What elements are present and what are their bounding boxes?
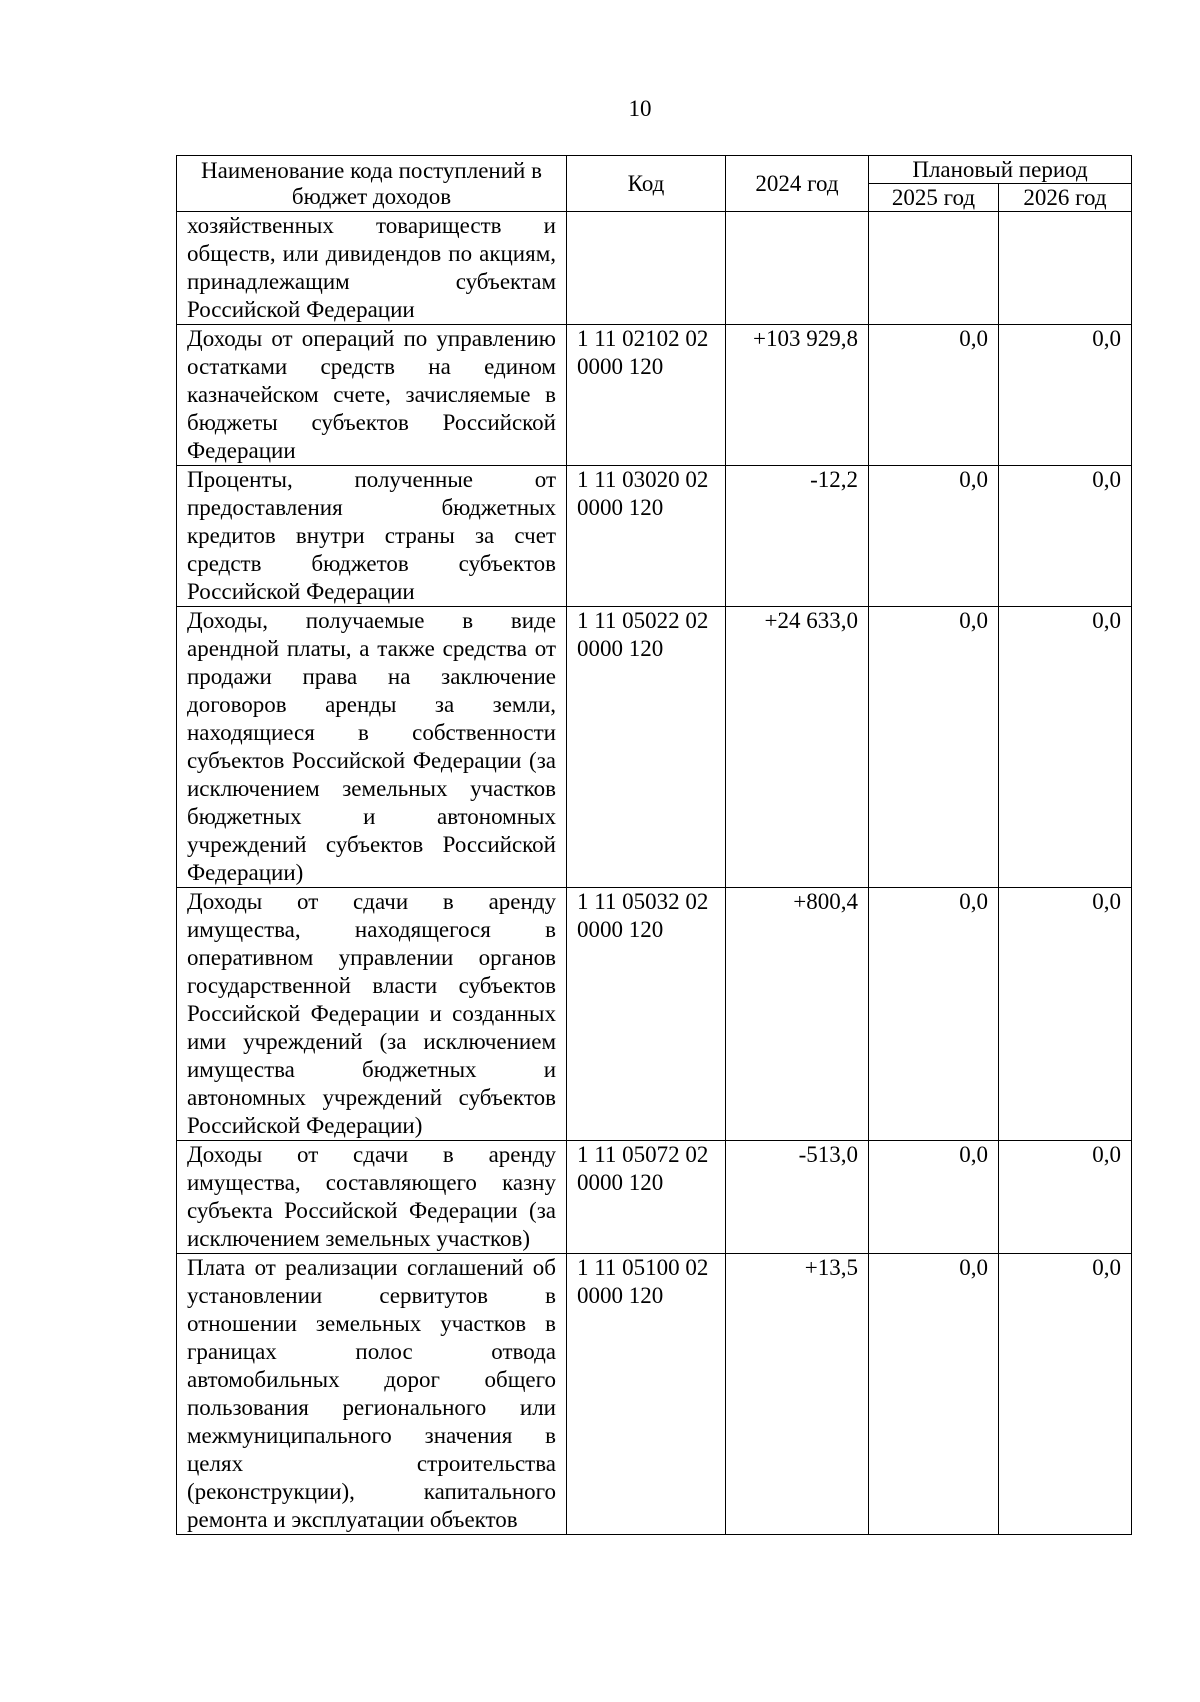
row-name: Доходы от сдачи в аренду имущества, находящегося в оперативном управлении органов государственной власти субъектов Российской Федерации и созданных ими учреждений (за исключением имущества бюджетных и автономных учреждений субъектов Российской Федерации) xyxy=(177,888,567,1141)
row-name: Плата от реализации соглашений об установлении сервитутов в отношении земельных участков в границах полос отвода автомобильных дорог общего пользования регионального или межмуниципального значения в целях строительства (реконструкции), капитального ремонта и эксплуатации объектов xyxy=(177,1254,567,1535)
header-2025: 2025 год xyxy=(869,184,999,212)
row-value-2024: +800,4 xyxy=(726,888,869,1141)
row-value-2024: -12,2 xyxy=(726,466,869,607)
row-value-2025 xyxy=(869,212,999,325)
row-value-2025: 0,0 xyxy=(869,888,999,1141)
row-value-2026 xyxy=(999,212,1132,325)
budget-revenue-table xyxy=(176,155,1132,1535)
row-code: 1 11 02102 02 0000 120 xyxy=(567,325,726,466)
row-value-2024: +24 633,0 xyxy=(726,607,869,888)
row-code: 1 11 03020 02 0000 120 xyxy=(567,466,726,607)
header-code: Код xyxy=(567,156,726,212)
row-value-2024 xyxy=(726,212,869,325)
row-value-2025: 0,0 xyxy=(869,1254,999,1535)
table-row xyxy=(177,466,1132,607)
row-code: 1 11 05022 02 0000 120 xyxy=(567,607,726,888)
row-value-2026: 0,0 xyxy=(999,466,1132,607)
row-code xyxy=(567,212,726,325)
row-value-2024: -513,0 xyxy=(726,1141,869,1254)
table-header xyxy=(177,156,1132,212)
row-value-2026: 0,0 xyxy=(999,325,1132,466)
row-name: Проценты, полученные от предоставления бюджетных кредитов внутри страны за счет средств бюджетов субъектов Российской Федерации xyxy=(177,466,567,607)
table-row xyxy=(177,1254,1132,1535)
row-name: Доходы от сдачи в аренду имущества, составляющего казну субъекта Российской Федерации (за исключением земельных участков) xyxy=(177,1141,567,1254)
table-row xyxy=(177,1141,1132,1254)
page-number: 10 xyxy=(628,96,652,121)
row-value-2025: 0,0 xyxy=(869,466,999,607)
row-code: 1 11 05032 02 0000 120 xyxy=(567,888,726,1141)
row-value-2025: 0,0 xyxy=(869,1141,999,1254)
table-row xyxy=(177,888,1132,1141)
row-value-2026: 0,0 xyxy=(999,1141,1132,1254)
row-name: хозяйственных товариществ и обществ, или дивидендов по акциям, принадлежащим субъектам Российской Федерации xyxy=(177,212,567,325)
table-row xyxy=(177,607,1132,888)
row-name: Доходы от операций по управлению остатками средств на едином казначейском счете, зачисляемые в бюджеты субъектов Российской Федерации xyxy=(177,325,567,466)
row-name: Доходы, получаемые в виде арендной платы, а также средства от продажи права на заключение договоров аренды за земли, находящиеся в собственности субъектов Российской Федерации (за исключением земельных участков бюджетных и автономных учреждений субъектов Российской Федерации) xyxy=(177,607,567,888)
row-value-2025: 0,0 xyxy=(869,325,999,466)
row-code: 1 11 05072 02 0000 120 xyxy=(567,1141,726,1254)
row-value-2026: 0,0 xyxy=(999,607,1132,888)
row-value-2025: 0,0 xyxy=(869,607,999,888)
table-row xyxy=(177,325,1132,466)
row-value-2026: 0,0 xyxy=(999,1254,1132,1535)
table-row xyxy=(177,212,1132,325)
row-value-2026: 0,0 xyxy=(999,888,1132,1141)
row-code: 1 11 05100 02 0000 120 xyxy=(567,1254,726,1535)
row-value-2024: +13,5 xyxy=(726,1254,869,1535)
table-body xyxy=(177,212,1132,1535)
header-name: Наименование кода поступлений в бюджет доходов xyxy=(177,156,567,212)
header-plan-period: Плановый период xyxy=(869,156,1132,184)
header-2026: 2026 год xyxy=(999,184,1132,212)
header-2024: 2024 год xyxy=(726,156,869,212)
row-value-2024: +103 929,8 xyxy=(726,325,869,466)
